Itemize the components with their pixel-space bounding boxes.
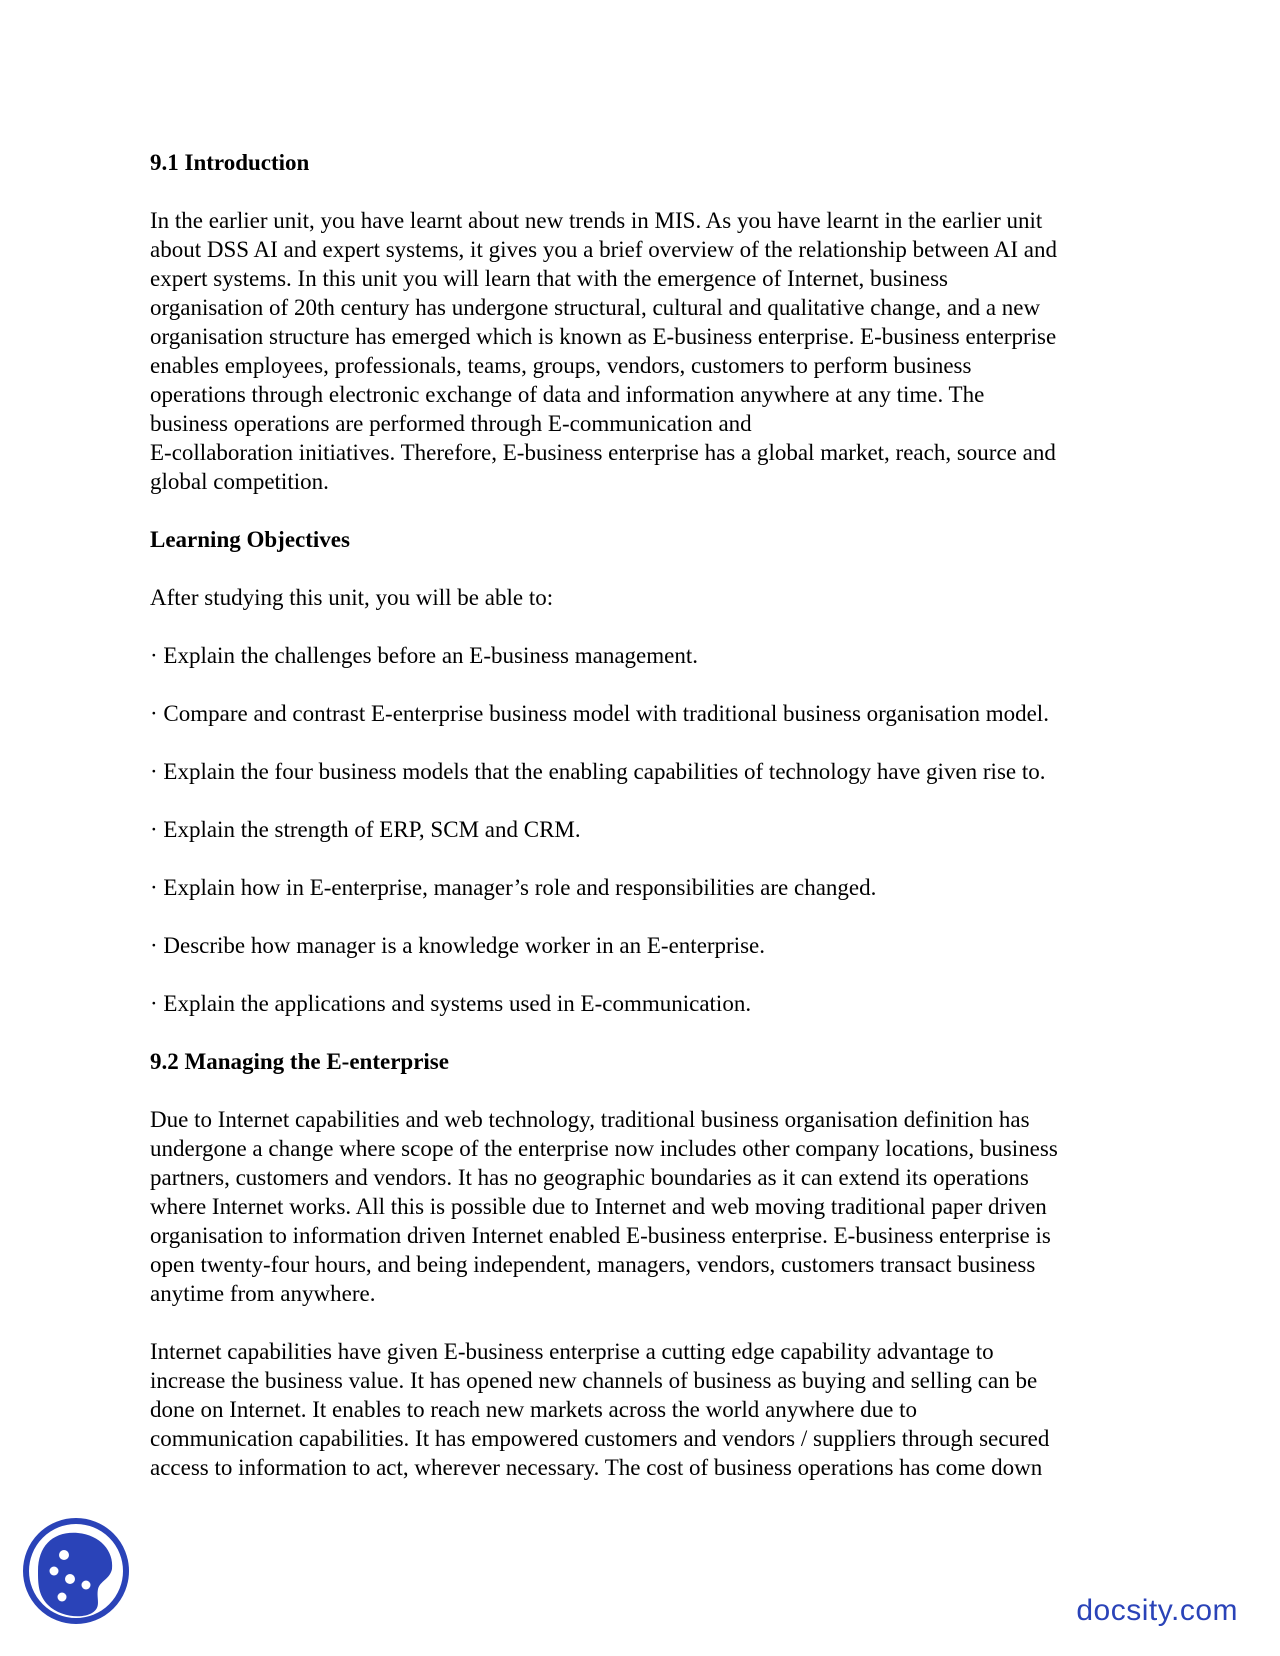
objective-item: · Explain the strength of ERP, SCM and CRM. <box>150 817 581 842</box>
text-line: E-collaboration initiatives. Therefore, E-business enterprise has a global market, reach, source and <box>150 440 1056 465</box>
objective-item: · Explain the challenges before an E-business management. <box>150 643 698 668</box>
managing-paragraph-1 <box>150 1105 1130 1308</box>
section-heading-introduction: 9.1 Introduction <box>150 150 310 175</box>
text-line: operations through electronic exchange of data and information anywhere at any time. The <box>150 382 985 407</box>
objectives-intro: After studying this unit, you will be able to: <box>150 585 554 610</box>
text-line: communication capabilities. It has empowered customers and vendors / suppliers through secured <box>150 1426 1050 1451</box>
docsity-logo-graphic <box>20 1515 132 1627</box>
objective-item: · Explain the applications and systems used in E-communication. <box>150 991 752 1016</box>
text-line: organisation structure has emerged which is known as E-business enterprise. E-business enterprise <box>150 324 1057 349</box>
text-line: undergone a change where scope of the enterprise now includes other company locations, business <box>150 1136 1058 1161</box>
objective-item: · Explain how in E-enterprise, manager’s role and responsibilities are changed. <box>150 875 877 900</box>
text-line: enables employees, professionals, teams, groups, vendors, customers to perform business <box>150 353 972 378</box>
text-line: anytime from anywhere. <box>150 1281 376 1306</box>
text-line: organisation of 20th century has undergone structural, cultural and qualitative change, and a new <box>150 295 1041 320</box>
section-heading-learning-objectives: Learning Objectives <box>150 527 350 552</box>
objective-item: · Compare and contrast E-enterprise business model with traditional business organisation model. <box>150 701 1049 726</box>
text-line: increase the business value. It has opened new channels of business as buying and selling can be <box>150 1368 1038 1393</box>
text-line: expert systems. In this unit you will learn that with the emergence of Internet, business <box>150 266 949 291</box>
docsity-brand-link[interactable]: docsity.com <box>1076 1594 1238 1627</box>
document-page <box>150 148 1130 1511</box>
section-heading-managing-e-enterprise: 9.2 Managing the E-enterprise <box>150 1049 449 1074</box>
text-line: global competition. <box>150 469 329 494</box>
managing-paragraph-2 <box>150 1337 1130 1482</box>
docsity-logo-icon[interactable] <box>20 1515 132 1627</box>
text-line: open twenty-four hours, and being independent, managers, vendors, customers transact business <box>150 1252 1036 1277</box>
text-line: organisation to information driven Internet enabled E-business enterprise. E-business enterprise is <box>150 1223 1051 1248</box>
text-line: where Internet works. All this is possible due to Internet and web moving traditional paper driven <box>150 1194 1047 1219</box>
text-line: In the earlier unit, you have learnt about new trends in MIS. As you have learnt in the earlier unit <box>150 208 1043 233</box>
text-line: Due to Internet capabilities and web technology, traditional business organisation definition has <box>150 1107 1030 1132</box>
intro-paragraph <box>150 206 1130 496</box>
text-line: partners, customers and vendors. It has no geographic boundaries as it can extend its operations <box>150 1165 1029 1190</box>
objectives-list <box>150 641 1130 1018</box>
text-line: Internet capabilities have given E-business enterprise a cutting edge capability advantage to <box>150 1339 994 1364</box>
text-line: about DSS AI and expert systems, it gives you a brief overview of the relationship between AI and <box>150 237 1058 262</box>
text-line: access to information to act, wherever necessary. The cost of business operations has come down <box>150 1455 1043 1480</box>
objective-item: · Describe how manager is a knowledge worker in an E-enterprise. <box>150 933 766 958</box>
objective-item: · Explain the four business models that the enabling capabilities of technology have given rise to. <box>150 759 1046 784</box>
text-line: done on Internet. It enables to reach new markets across the world anywhere due to <box>150 1397 918 1422</box>
text-line: business operations are performed through E-communication and <box>150 411 752 436</box>
